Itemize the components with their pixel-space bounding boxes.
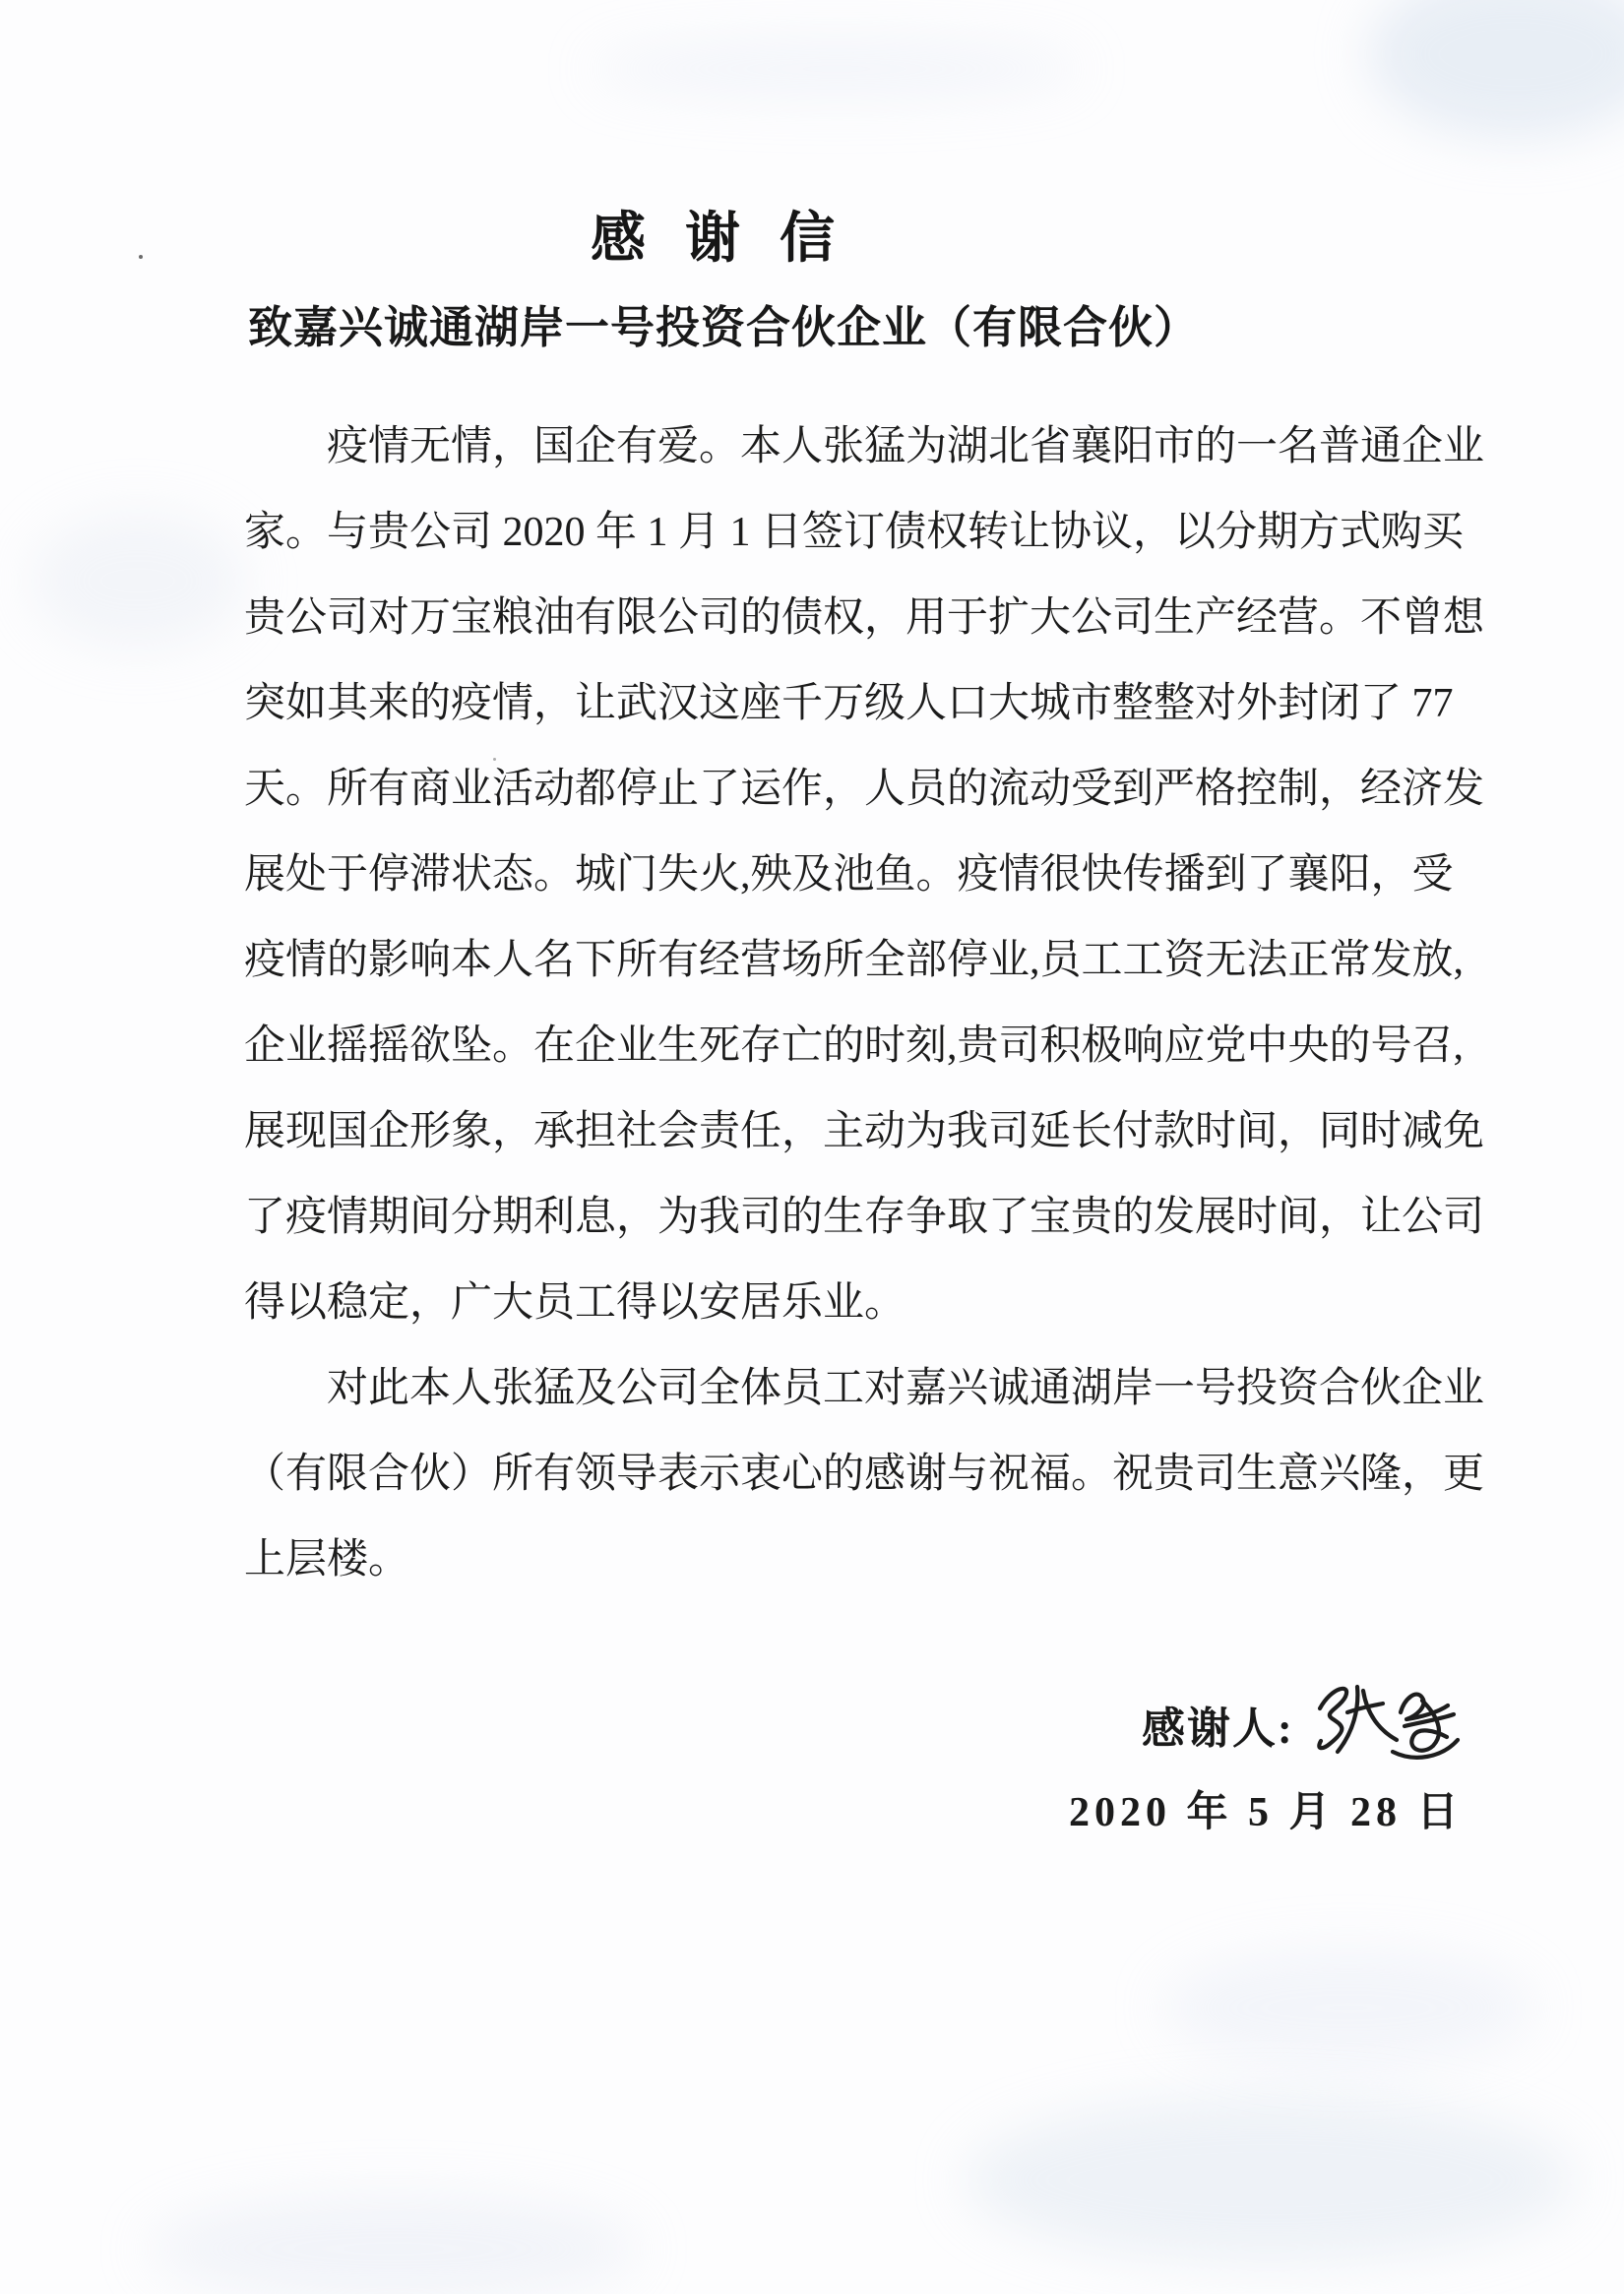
body-line-2: 家。与贵公司 2020 年 1 月 1 日签订债权转让协议，以分期方式购买 — [244, 510, 1465, 555]
letter-content — [244, 0, 1485, 2294]
body-line-9: 展现国企形象，承担社会责任，主动为我司延长付款时间，同时减免 — [244, 1109, 1485, 1154]
body-line-1: 疫情无情，国企有爱。本人张猛为湖北省襄阳市的一名普通企业 — [327, 424, 1485, 469]
ink-speck — [139, 255, 143, 259]
body-line-14: 上层楼。 — [244, 1537, 410, 1582]
body-line-6: 展处于停滞状态。城门失火,殃及池鱼。疫情很快传播到了襄阳，受 — [244, 852, 1454, 898]
signature-row — [1142, 1685, 1471, 1773]
scan-smudge — [30, 512, 246, 650]
letter-body — [244, 404, 1485, 1603]
body-line-7: 疫情的影响本人名下所有经营场所全部停业,员工工资无法正常发放, — [244, 938, 1465, 983]
body-line-11: 得以稳定，广大员工得以安居乐业。 — [244, 1280, 906, 1326]
body-line-13: （有限合伙）所有领导表示衷心的感谢与祝福。祝贵司生意兴隆，更 — [244, 1452, 1485, 1497]
scan-smudge — [1368, 0, 1624, 138]
body-line-10: 了疫情期间分期利息，为我司的生存争取了宝贵的发展时间，让公司 — [244, 1195, 1485, 1240]
letter-title: 感谢信 — [591, 209, 874, 270]
body-line-5: 天。所有商业活动都停止了运作，人员的流动受到严格控制，经济发 — [244, 767, 1485, 812]
signature-label: 感谢人: — [1142, 1705, 1294, 1753]
letter-recipient: 致嘉兴诚通湖岸一号投资合伙企业（有限合伙） — [248, 303, 1200, 352]
body-line-8: 企业摇摇欲坠。在企业生死存亡的时刻,贵司积极响应党中央的号召, — [244, 1023, 1465, 1069]
signature-handwriting — [1304, 1673, 1471, 1771]
body-line-3: 贵公司对万宝粮油有限公司的债权，用于扩大公司生产经营。不曾想 — [244, 595, 1485, 641]
letter-date: 2020 年 5 月 28 日 — [1069, 1790, 1464, 1835]
body-line-4: 突如其来的疫情，让武汉这座千万级人口大城市整整对外封闭了 77 — [244, 681, 1454, 726]
body-line-12: 对此本人张猛及公司全体员工对嘉兴诚通湖岸一号投资合伙企业 — [327, 1366, 1485, 1411]
